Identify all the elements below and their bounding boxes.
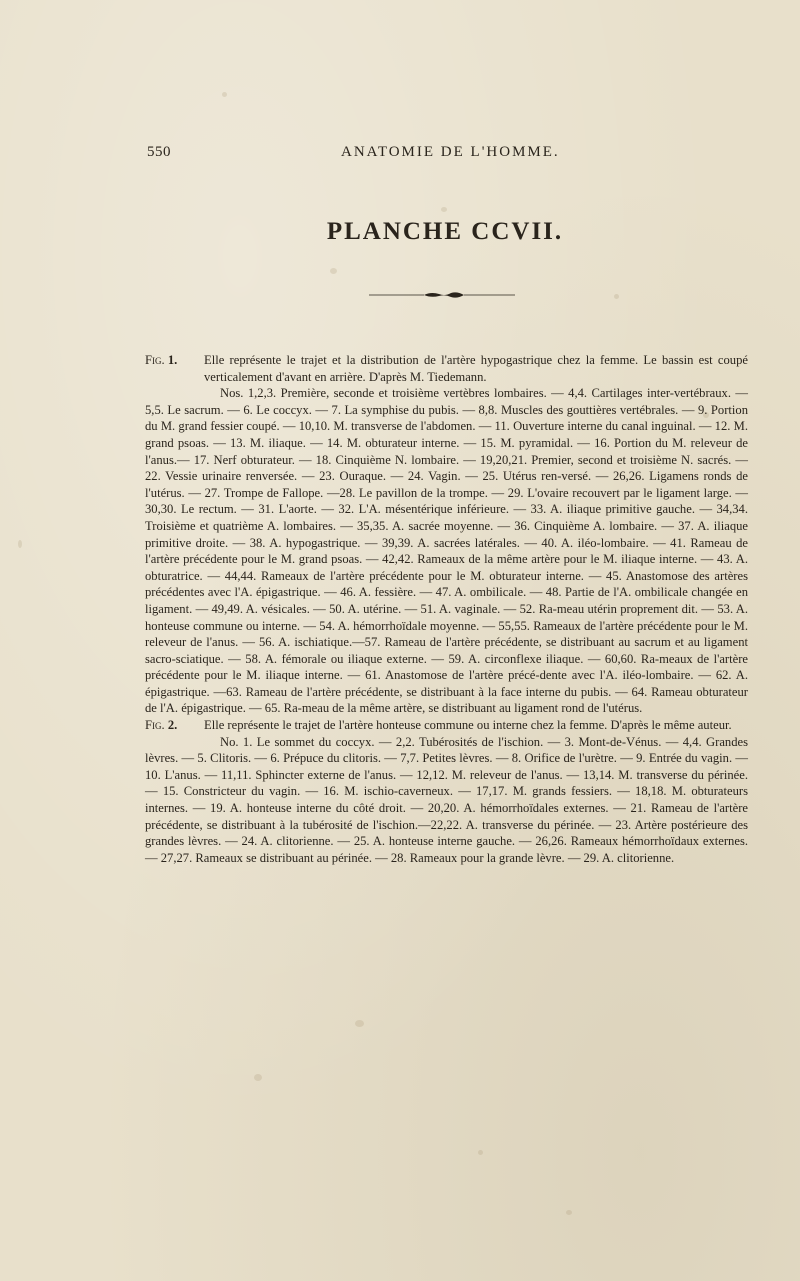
foxing-spot	[330, 268, 337, 274]
foxing-spot	[355, 1020, 364, 1027]
figure-2-label: Fig. 2.	[145, 718, 178, 733]
foxing-spot	[254, 1074, 262, 1081]
figure-1-label: Fig. 1.	[145, 353, 178, 367]
foxing-spot	[18, 540, 22, 548]
plate-title: PLANCHE CCVII.	[326, 218, 564, 245]
foxing-spot	[566, 1210, 572, 1215]
figure-2-legend: No. 1. Le sommet du coccyx. — 2,2. Tubérosités de l'ischion. — 3. Mont-de-Vénus. — 4,4. Grandes lèvres. — 5. Clitoris. — 6. Prépuce du clitoris. — 7,7. Petites lèvres. — 8. Orifice de l'urètre. — 9. Entrée du vagin. — 10. L'anus. — 11,11. Sphincter externe de l'anus. — 12,12. M. releveur de l'anus. — 13,14. M. transverse du périnée. — 15. Constricteur du vagin. — 16. M. ischio-caverneux. — 17,17. M. grands fessiers. — 18,18. M. obturateurs internes. — 19. A. honteuse interne du côté droit. — 20,20. A. hémorrhoïdales externes. — 21. Rameau de l'artère précédente, se distribuant à la tubérosité de l'ischion.—22,22. A. transverse du périnée. — 23. Artère postérieure des grandes lèvres. — 24. A. clitorienne. — 25. A. honteuse interne gauche. — 26,26. Rameaux hémorrhoïdaux externes. — 27,27. Rameaux se distribuant au périnée. — 28. Rameaux pour la grande lèvre. — 29. A. clitorienne.	[145, 734, 748, 865]
figure-1-legend: Nos. 1,2,3. Première, seconde et troisième vertèbres lombaires. — 4,4. Cartilages inter-vertébraux. — 5,5. Le sacrum. — 6. Le coccyx. — 7. La symphise du pubis. — 8,8. Muscles des gouttières vertébrales. — 9. Portion du M. grand fessier coupé. — 10,10. M. transverse de l'abdomen. — 11. Ouverture interne du canal inguinal. — 12. M. grand psoas. — 13. M. iliaque. — 14. M. obturateur interne. — 15. M. pyramidal. — 16. Portion du M. releveur de l'anus.— 17. Nerf obturateur. — 18. Cinquième N. lombaire. — 19,20,21. Premier, second et troisième N. sacrés. — 22. Vessie urinaire renversée. — 23. Ouraque. — 24. Vagin. — 25. Utérus ren-versé. — 26,26. Ligamens ronds de l'utérus. — 27. Trompe de Fallope. —28. Le pavillon de la trompe. — 29. L'ovaire recouvert par le ligament large. — 30,30. Le rectum. — 31. L'aorte. — 32. L'A. mésentérique inférieure. — 33. A. iliaque primitive gauche. — 34,34. Troisième et quatrième A. lombaires. — 35,35. A. sacrée moyenne. — 36. Cinquième A. lombaire. — 37. A. iliaque primitive droite. — 38. A. hypogastrique. — 39,39. A. sacrées latérales. — 40. A. iléo-lombaire. — 41. Rameau de l'artère précédente pour le M. grand psoas. — 42,42. Rameaux de la même artère pour le M. iliaque interne. — 43. A. obturatrice. — 44,44. Rameaux de l'artère précédente pour le M. obturateur interne. — 45. Anastomose des artères précédentes avec l'A. épigastrique. — 46. A. fessière. — 47. A. ombilicale. — 48. Partie de l'A. ombilicale changée en ligament. — 49,49. A. vésicales. — 50. A. utérine. — 51. A. vaginale. — 52. Ra-meau utérin proprement dit. — 53. A. honteuse commune ou interne. — 54. A. hémorrhoïdale moyenne. — 55,55. Rameaux de l'artère précédente pour le M. releveur de l'anus. — 56. A. ischiatique.—57. Rameau de l'artère précédente, se distribuant au sacrum et au ligament sacro-sciatique. — 58. A. fémorale ou iliaque externe. — 59. A. circonflexe iliaque. — 60,60. Ra-meaux de l'artère précédente pour le M. iliaque interne. — 61. Anastomose de l'artère précé-dente avec l'A. iléo-lombaire. — 62. A. épigastrique. —63. Rameau de l'artère précédente, se distribuant à la face interne du pubis. — 64. Rameau obturateur de l'A. épigastrique. — 65. Ra-meau de la même artère, se distribuant au ligament rond de l'utérus.	[145, 386, 748, 716]
running-title: ANATOMIE DE L'HOMME.	[341, 144, 560, 160]
figure-2-description: Elle représente le trajet de l'artère honteuse commune ou interne chez la femme. D'après le même auteur.	[204, 718, 732, 733]
figure-2-caption	[145, 717, 748, 734]
running-head	[147, 144, 747, 164]
foxing-spot	[441, 207, 447, 212]
foxing-spot	[614, 294, 619, 299]
page-number: 550	[147, 144, 171, 160]
ornament-rule	[369, 290, 515, 300]
foxing-spot	[222, 92, 227, 97]
foxing-spot	[478, 1150, 483, 1155]
figure-1-caption	[145, 352, 748, 385]
plate-explanation	[145, 352, 748, 866]
figure-1-description: Elle représente le trajet et la distribution de l'artère hypogastrique chez la femme. Le bassin est coupé verticalement d'avant en arrière. D'après M. Tiedemann.	[204, 353, 748, 384]
